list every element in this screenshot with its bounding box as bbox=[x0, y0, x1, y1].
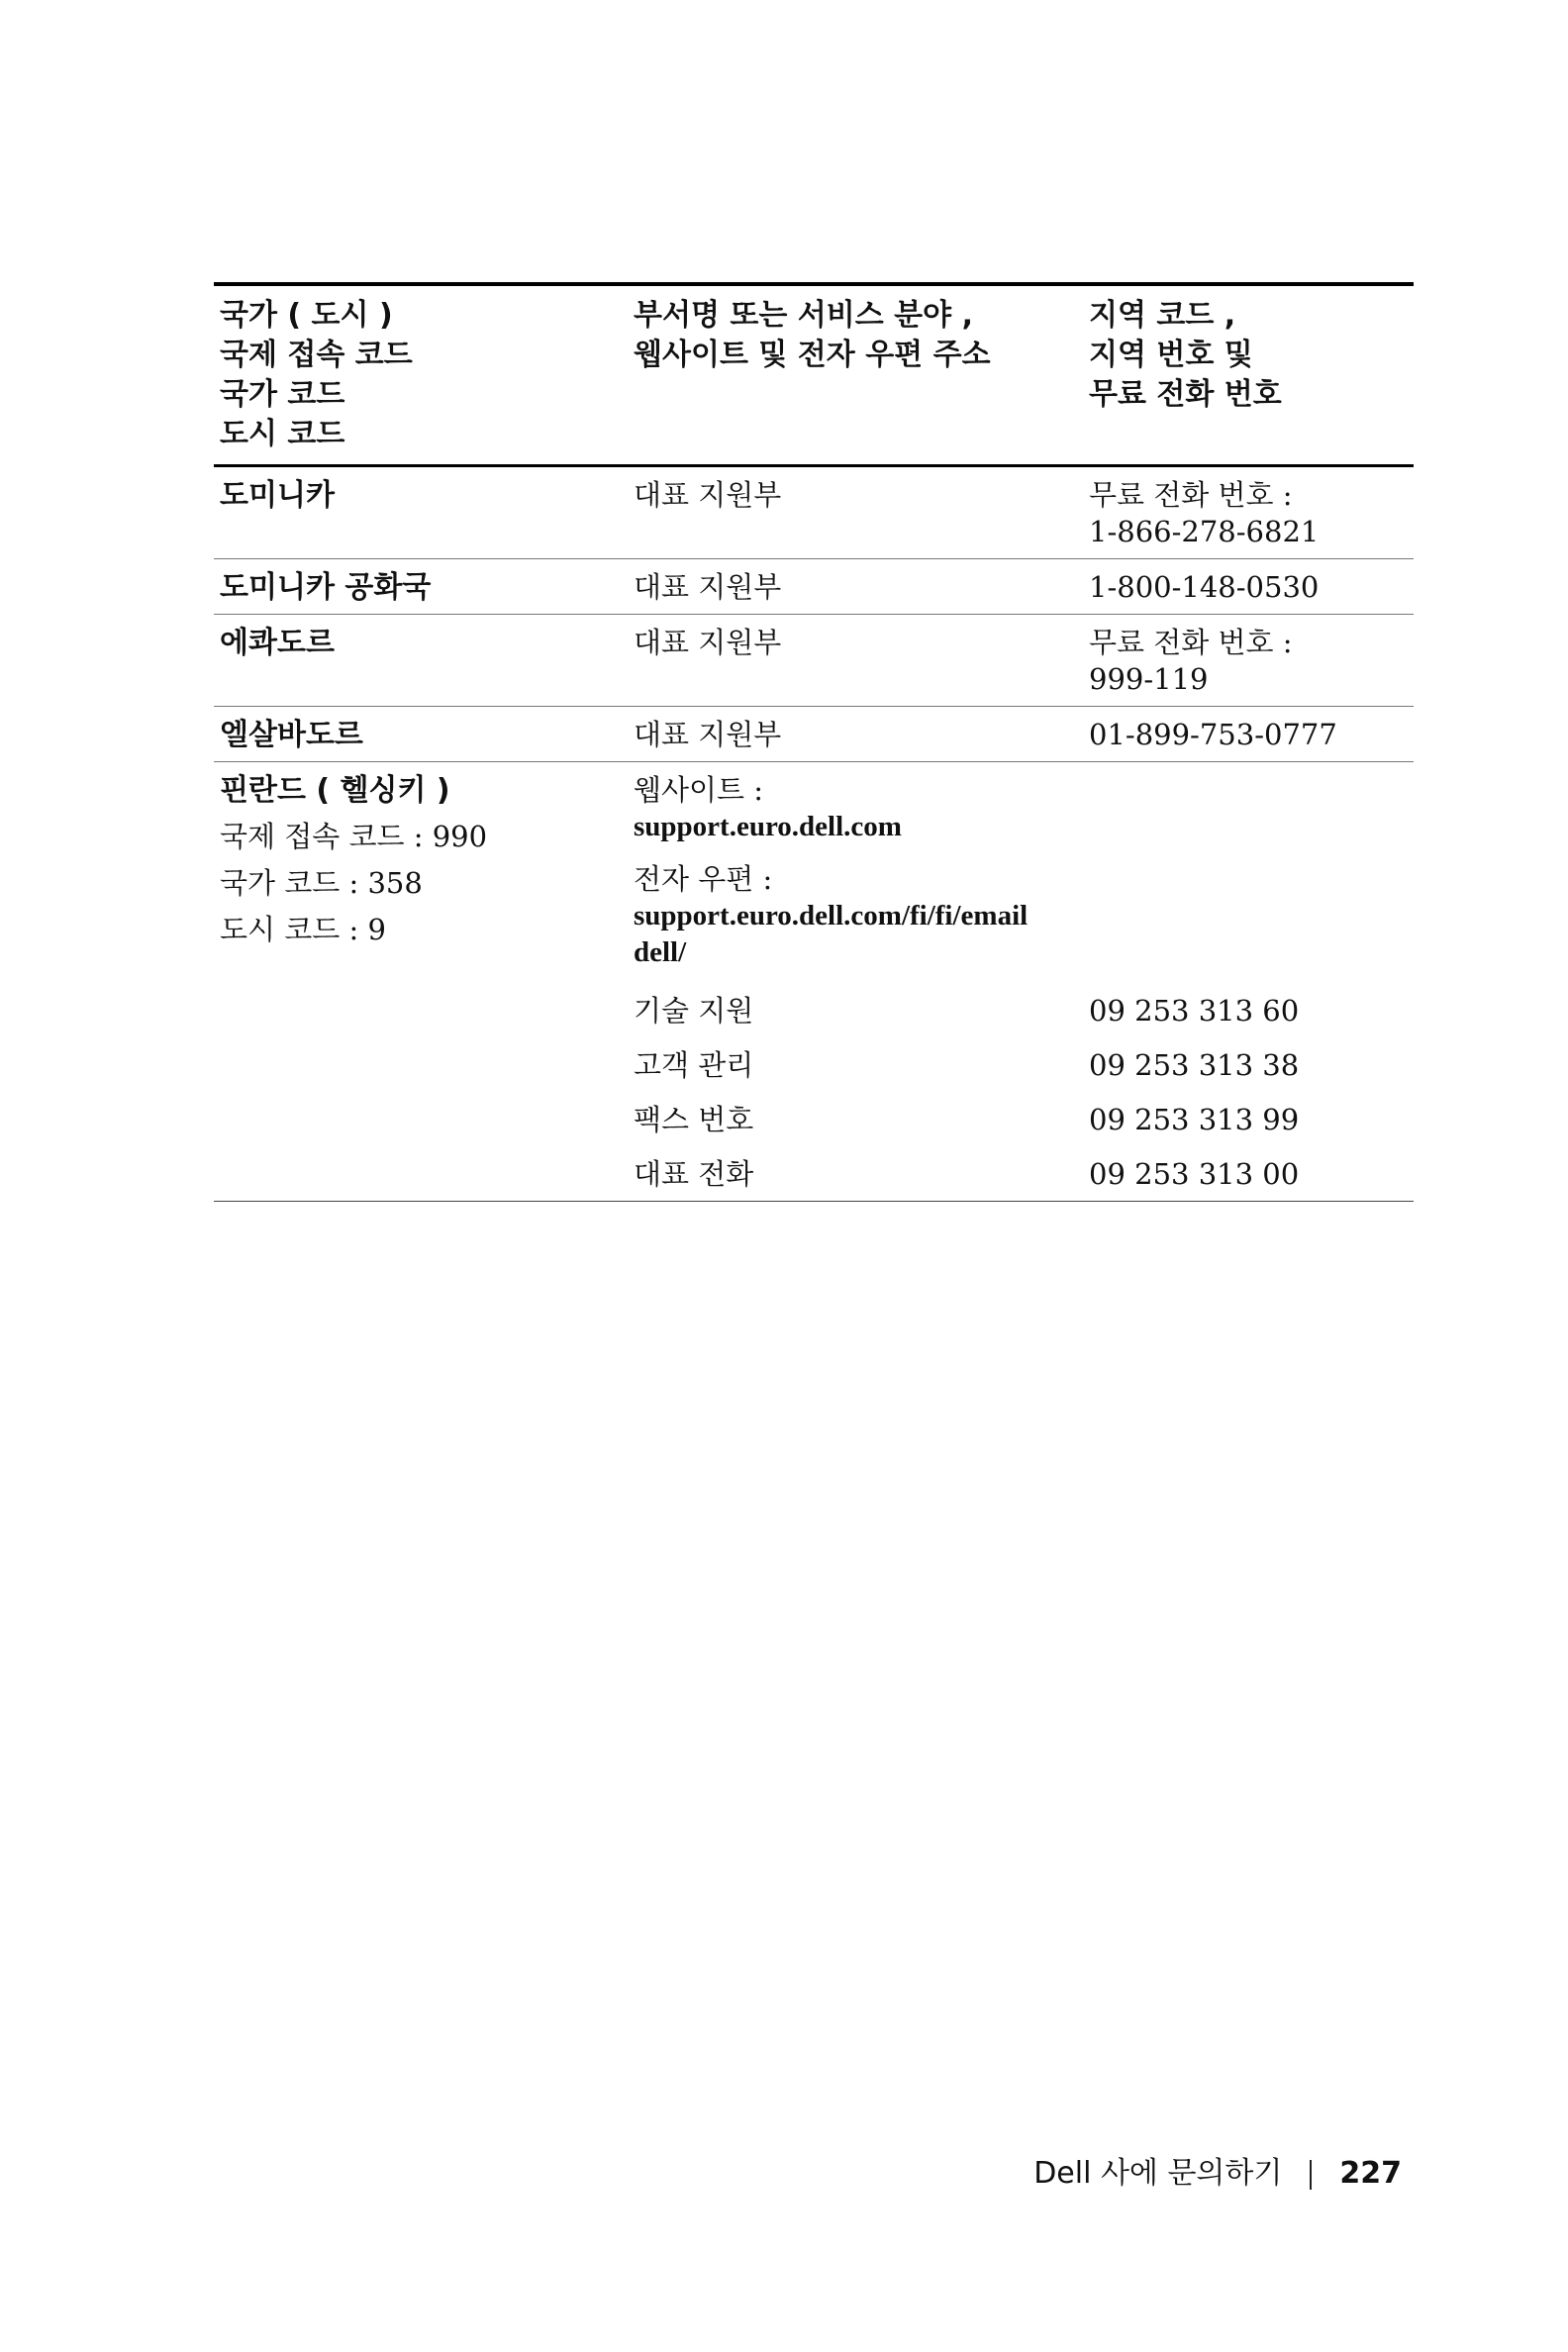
website-label: 웹사이트 : bbox=[634, 773, 764, 807]
header-number-line: 지역 코드 , bbox=[1089, 298, 1236, 333]
table-row bbox=[214, 466, 1414, 559]
phone-number: 09 253 313 38 bbox=[1089, 1048, 1300, 1082]
country-code: 국가 코드 : 358 bbox=[220, 866, 423, 900]
header-service bbox=[628, 284, 1083, 466]
header-country-line: 국가 코드 bbox=[220, 377, 345, 412]
service-name: 대표 전화 bbox=[634, 1157, 754, 1191]
phone-number: 1-866-278-6821 bbox=[1089, 515, 1320, 548]
header-service-line: 부서명 또는 서비스 분야 , bbox=[634, 298, 973, 333]
number-cell bbox=[1083, 559, 1414, 615]
header-country-line: 도시 코드 bbox=[220, 417, 345, 451]
service-cell bbox=[628, 762, 1083, 1202]
table-row bbox=[214, 707, 1414, 762]
header-number-line: 지역 번호 및 bbox=[1089, 338, 1253, 372]
phone-number: 999-119 bbox=[1089, 662, 1209, 696]
city-code: 도시 코드 : 9 bbox=[220, 913, 386, 946]
header-country bbox=[214, 284, 628, 466]
country-name: 핀란드 ( 헬싱키 ) bbox=[220, 773, 450, 808]
service-cell bbox=[628, 707, 1083, 762]
header-number-line: 무료 전화 번호 bbox=[1089, 377, 1282, 412]
phone-number: 1-800-148-0530 bbox=[1089, 570, 1320, 604]
number-label: 무료 전화 번호 : bbox=[1089, 478, 1293, 512]
country-name: 엘살바도르 bbox=[220, 718, 363, 752]
table-header-row bbox=[214, 284, 1414, 466]
table-row-finland bbox=[214, 762, 1414, 1202]
service-cell bbox=[628, 466, 1083, 559]
service-name: 대표 지원부 bbox=[634, 626, 782, 659]
service-cell bbox=[628, 615, 1083, 707]
country-cell bbox=[214, 707, 628, 762]
service-name: 대표 지원부 bbox=[634, 478, 782, 512]
service-name: 팩스 번호 bbox=[634, 1103, 754, 1136]
table-row bbox=[214, 615, 1414, 707]
footer-divider bbox=[1310, 2160, 1312, 2190]
phone-number: 09 253 313 60 bbox=[1089, 994, 1300, 1028]
number-cell bbox=[1083, 466, 1414, 559]
country-name: 에콰도르 bbox=[220, 626, 335, 660]
country-cell bbox=[214, 615, 628, 707]
intl-access-code: 국제 접속 코드 : 990 bbox=[220, 820, 488, 853]
service-name: 대표 지원부 bbox=[634, 718, 782, 751]
number-cell bbox=[1083, 707, 1414, 762]
email-link-continued[interactable]: dell/ bbox=[634, 936, 687, 968]
service-name: 대표 지원부 bbox=[634, 570, 782, 604]
service-cell bbox=[628, 559, 1083, 615]
service-name: 고객 관리 bbox=[634, 1048, 754, 1082]
phone-number: 09 253 313 99 bbox=[1089, 1103, 1300, 1136]
country-name: 도미니카 bbox=[220, 478, 335, 513]
page-footer bbox=[1033, 2148, 1402, 2192]
footer-title: Dell 사에 문의하기 bbox=[1033, 2156, 1283, 2191]
phone-number: 01-899-753-0777 bbox=[1089, 718, 1337, 751]
email-link[interactable]: support.euro.dell.com/fi/fi/email bbox=[634, 900, 1029, 931]
header-service-line: 웹사이트 및 전자 우편 주소 bbox=[634, 338, 991, 372]
table-row bbox=[214, 559, 1414, 615]
phone-number: 09 253 313 00 bbox=[1089, 1157, 1300, 1191]
country-cell bbox=[214, 762, 628, 1202]
page-number: 227 bbox=[1339, 2156, 1402, 2191]
country-name: 도미니카 공화국 bbox=[220, 570, 432, 605]
header-country-line: 국가 ( 도시 ) bbox=[220, 298, 393, 333]
number-cell bbox=[1083, 762, 1414, 1202]
number-label: 무료 전화 번호 : bbox=[1089, 626, 1293, 659]
contact-table bbox=[214, 282, 1414, 1202]
service-name: 기술 지원 bbox=[634, 994, 754, 1028]
country-cell bbox=[214, 466, 628, 559]
website-link[interactable]: support.euro.dell.com bbox=[634, 811, 902, 842]
number-cell bbox=[1083, 615, 1414, 707]
country-cell bbox=[214, 559, 628, 615]
header-country-line: 국제 접속 코드 bbox=[220, 338, 413, 372]
email-label: 전자 우편 : bbox=[634, 862, 773, 896]
header-number bbox=[1083, 284, 1414, 466]
